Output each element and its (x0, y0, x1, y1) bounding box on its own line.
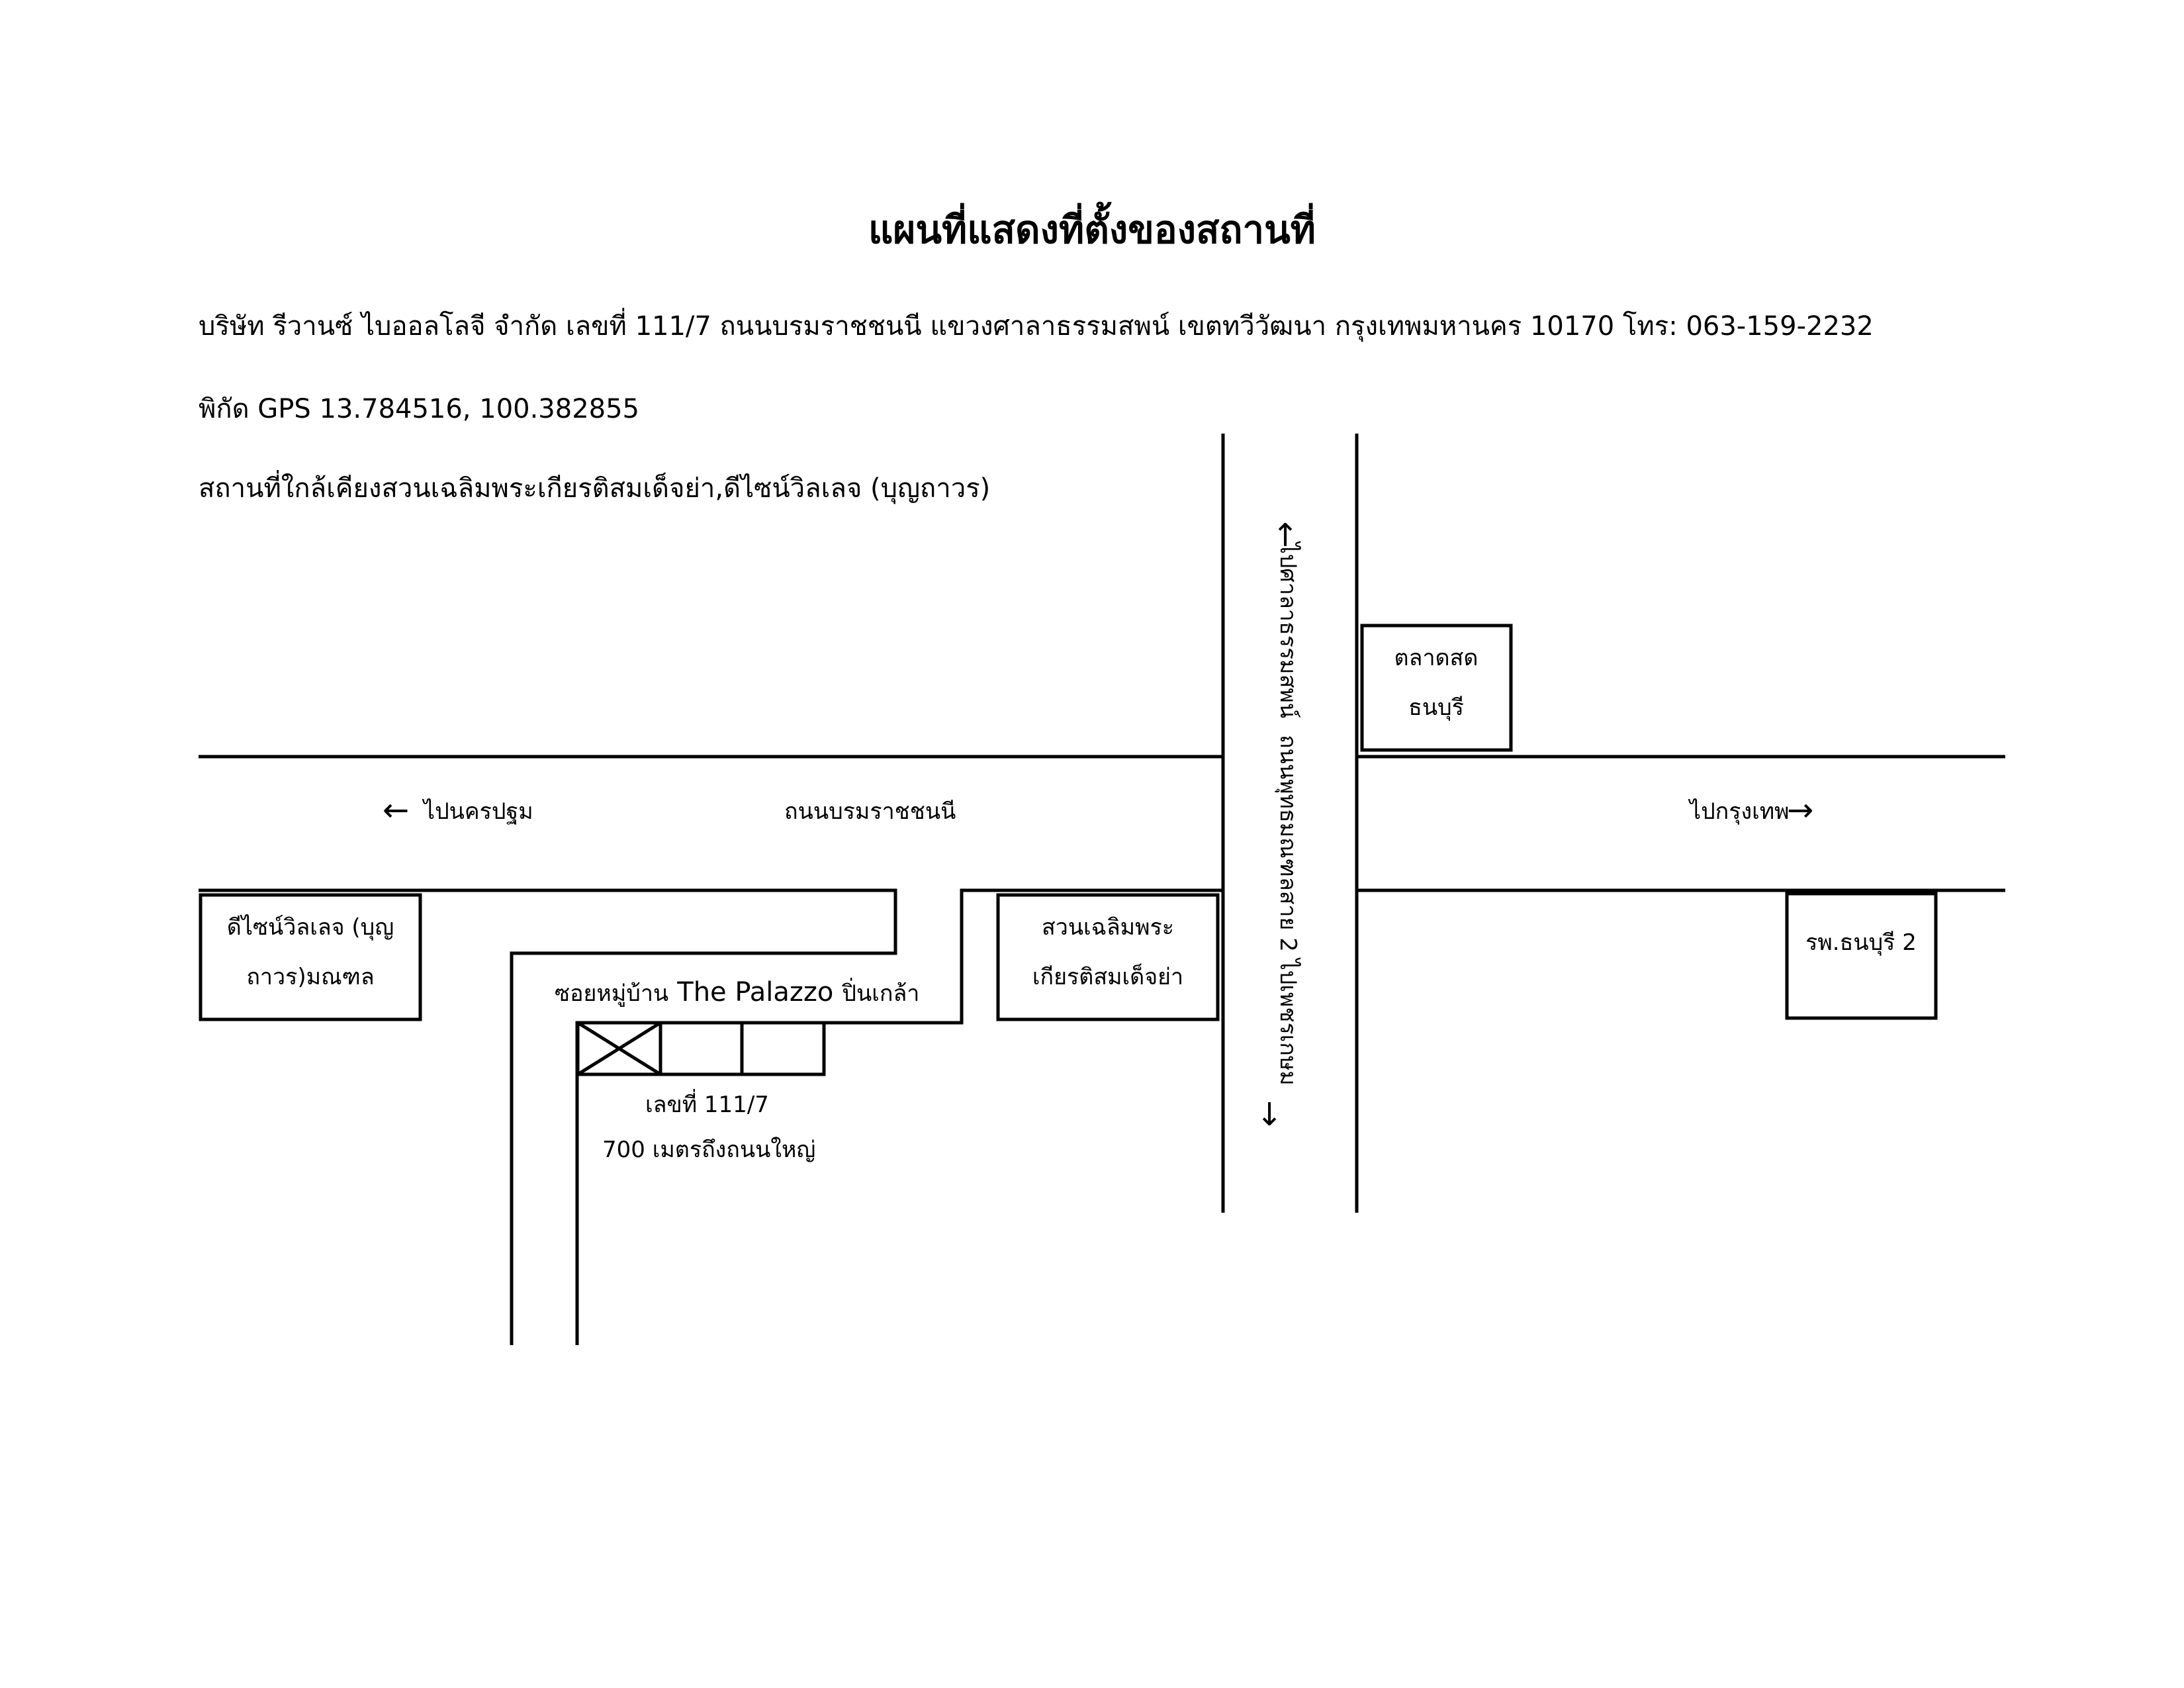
distance-label: 700 เมตรถึงถนนใหญ่ (602, 1137, 816, 1163)
landmark-design-village-line1: ดีไซน์วิลเลจ (บุญ (226, 914, 394, 941)
left-arrow-icon: ← (383, 792, 410, 829)
to-bangkok-label: ไปกรุงเทพ (1690, 798, 1790, 825)
page-title: แผนที่แสดงที่ตั้งของสถานที่ (868, 207, 1316, 252)
soi-suffix: ปิ่นเกล้า (842, 980, 920, 1007)
landmark-design-village-line2: ถาวร)มณฑล (246, 964, 375, 990)
to-nakhon-pathom-label: ไปนครปฐม (424, 798, 533, 825)
nearby-places: สถานที่ใกล้เคียงสวนเฉลิมพระเกียรติสมเด็จย่า,ดีไซน์วิลเลจ (บุญถาวร) (199, 473, 991, 504)
to-sala-thammasop-label: ไปศาลาธรรมสพน์ (1275, 542, 1301, 718)
soi-name: The Palazzo (677, 977, 834, 1008)
cross-road-label: ถนนพุทธมณฑลสาย 2 ไปเพชรเกษม (1275, 735, 1301, 1086)
right-arrow-icon: → (1787, 792, 1814, 829)
company-address: บริษัท รีวานซ์ ไบออลโลจี จำกัด เลขที่ 111/7 ถนนบรมราชชนนี แขวงศาลาธรรมสพน์ เขตทวีวัฒนา กรุงเทพมหานคร 10170 โทร: 063-159-2232 (199, 311, 1874, 342)
house-number-label: เลขที่ 111/7 (645, 1092, 769, 1118)
landmark-market-line2: ธนบุรี (1408, 694, 1464, 721)
landmark-hospital-box (1787, 894, 1936, 1018)
gps-coordinates: พิกัด GPS 13.784516, 100.382855 (199, 394, 639, 424)
soi-label (555, 977, 919, 1008)
up-arrow-icon: ↑ (1272, 517, 1299, 554)
landmark-hospital-label: รพ.ธนบุรี 2 (1805, 929, 1917, 956)
soi-prefix: ซอยหมู่บ้าน (555, 980, 669, 1007)
neighbor-building-box-2 (742, 1023, 824, 1074)
main-road-label: ถนนบรมราชชนนี (784, 798, 956, 825)
landmark-park-line1: สวนเฉลิมพระ (1041, 914, 1175, 941)
landmark-market-line1: ตลาดสด (1394, 645, 1479, 671)
neighbor-building-box-1 (660, 1023, 742, 1074)
main-road-bottom-edge-soi-west (199, 890, 895, 1345)
down-arrow-icon: ↓ (1256, 1096, 1283, 1133)
landmark-park-line2: เกียรติสมเด็จย่า (1032, 964, 1184, 990)
